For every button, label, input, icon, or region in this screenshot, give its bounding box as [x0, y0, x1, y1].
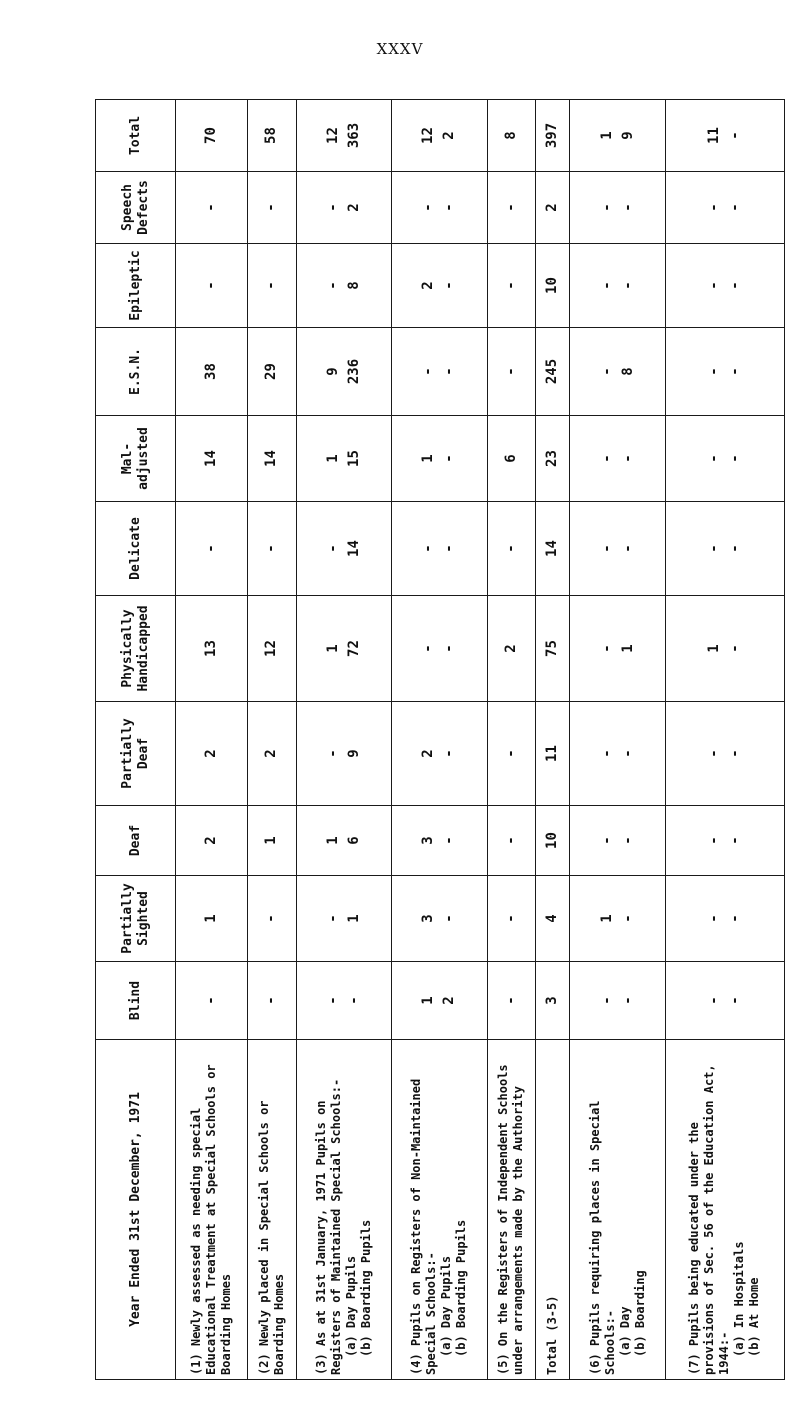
cell-value: - — [441, 281, 458, 290]
cell-value: - — [441, 454, 458, 463]
cell-value: 1 — [324, 644, 341, 653]
cell-value: - — [705, 996, 722, 1005]
row-label-text: (3) As at 31st January, 1971 Pupils on Registers of Maintained Special Schools:- — [313, 1078, 343, 1375]
cell-maladjusted — [296, 416, 391, 502]
table-row — [176, 100, 248, 1380]
cell-partially-deaf — [536, 702, 570, 806]
cell-epileptic — [536, 244, 570, 328]
cell-value: - — [705, 203, 722, 212]
cell-value: - — [726, 203, 743, 212]
row-label — [536, 1040, 570, 1380]
cell-value: - — [598, 367, 615, 376]
cell-value: - — [726, 544, 743, 553]
cell-blind — [487, 962, 536, 1040]
cell-value: 9 — [324, 367, 341, 376]
cell-value: - — [598, 281, 615, 290]
cell-epileptic — [665, 244, 784, 328]
cell-value: - — [441, 203, 458, 212]
row-label — [392, 1040, 487, 1380]
cell-physically-handicapped — [392, 596, 487, 702]
cell-deaf — [248, 806, 297, 876]
cell-maladjusted — [392, 416, 487, 502]
row-sublabel: (b) Boarding Pupils — [358, 1219, 373, 1357]
cell-value: - — [726, 281, 743, 290]
cell-esn — [536, 328, 570, 416]
cell-value: - — [263, 544, 280, 553]
cell-value: 10 — [544, 832, 561, 849]
row-sublabel: (a) Day Pupils — [343, 1255, 358, 1357]
cell-value: 12 — [420, 127, 437, 144]
cell-delicate — [536, 502, 570, 596]
cell-value: 3 — [544, 996, 561, 1005]
cell-value: - — [726, 749, 743, 758]
cell-maladjusted — [570, 416, 665, 502]
cell-value: - — [726, 454, 743, 463]
cell-value: - — [502, 836, 519, 845]
cell-delicate — [392, 502, 487, 596]
cell-value: - — [598, 836, 615, 845]
cell-value: - — [441, 914, 458, 923]
cell-total — [570, 100, 665, 172]
cell-esn — [296, 328, 391, 416]
row-label-text: (5) On the Registers of Independent Schools under arrangements made by the Authority — [496, 1064, 526, 1375]
cell-value: 2 — [345, 203, 362, 212]
cell-value: 1 — [345, 914, 362, 923]
cell-value: 12 — [324, 127, 341, 144]
cell-value: - — [619, 836, 636, 845]
cell-value: 29 — [263, 363, 280, 380]
cell-value: 14 — [203, 450, 219, 467]
row-sublabel: (a) Day — [617, 1306, 632, 1357]
cell-value: - — [726, 914, 743, 923]
cell-value: - — [705, 544, 722, 553]
cell-value: 363 — [345, 122, 362, 149]
table-row — [536, 100, 570, 1380]
cell-esn — [570, 328, 665, 416]
cell-value: - — [441, 367, 458, 376]
cell-blind — [665, 962, 784, 1040]
cell-value: - — [726, 836, 743, 845]
cell-speech-defects — [296, 172, 391, 244]
cell-value: 2 — [502, 644, 519, 653]
cell-partially-sighted — [296, 876, 391, 962]
cell-value: 12 — [263, 640, 280, 657]
cell-value: - — [502, 749, 519, 758]
header-total: Total — [96, 100, 176, 172]
cell-total — [536, 100, 570, 172]
cell-speech-defects — [487, 172, 536, 244]
cell-value: 1 — [420, 454, 437, 463]
cell-esn — [176, 328, 248, 416]
cell-value: 10 — [544, 277, 561, 294]
cell-value: - — [263, 281, 280, 290]
cell-value: - — [263, 203, 280, 212]
header-esn: E.S.N. — [96, 328, 176, 416]
header-row — [96, 100, 176, 1380]
page-number: XXXV — [376, 40, 424, 58]
cell-value: - — [705, 454, 722, 463]
cell-value: - — [705, 367, 722, 376]
cell-speech-defects — [392, 172, 487, 244]
cell-value: 1 — [420, 996, 437, 1005]
cell-value: 14 — [544, 540, 561, 557]
cell-value: 8 — [619, 367, 636, 376]
cell-esn — [665, 328, 784, 416]
row-label-text: (4) Pupils on Registers of Non-Maintained Special Schools:- — [409, 1078, 439, 1375]
cell-value: 1 — [324, 454, 341, 463]
table-row — [665, 100, 784, 1380]
cell-blind — [570, 962, 665, 1040]
cell-value: 397 — [544, 122, 561, 149]
cell-value: - — [203, 281, 219, 290]
header-delicate: Delicate — [96, 502, 176, 596]
cell-speech-defects — [248, 172, 297, 244]
cell-value: 9 — [619, 131, 636, 140]
cell-value: 23 — [544, 450, 561, 467]
cell-physically-handicapped — [487, 596, 536, 702]
cell-speech-defects — [665, 172, 784, 244]
cell-value: - — [598, 203, 615, 212]
cell-maladjusted — [176, 416, 248, 502]
row-sublabel: (a) In Hospitals — [732, 1241, 747, 1357]
cell-value: - — [619, 203, 636, 212]
cell-maladjusted — [665, 416, 784, 502]
cell-partially-deaf — [296, 702, 391, 806]
header-partially-deaf: Partially Deaf — [96, 702, 176, 806]
table-row — [392, 100, 487, 1380]
cell-deaf — [296, 806, 391, 876]
cell-value: - — [705, 914, 722, 923]
cell-value: - — [502, 996, 519, 1005]
cell-value: 6 — [345, 836, 362, 845]
cell-blind — [176, 962, 248, 1040]
cell-delicate — [296, 502, 391, 596]
row-label — [570, 1040, 665, 1380]
cell-value: 236 — [345, 358, 362, 385]
cell-value: 1 — [263, 836, 280, 845]
cell-value: - — [705, 749, 722, 758]
cell-value: 6 — [502, 454, 519, 463]
cell-value: - — [619, 454, 636, 463]
table-row — [487, 100, 536, 1380]
cell-value: 245 — [544, 358, 561, 385]
header-partially-sighted: Partially Sighted — [96, 876, 176, 962]
cell-value: - — [598, 644, 615, 653]
cell-partially-deaf — [570, 702, 665, 806]
cell-total — [392, 100, 487, 172]
cell-value: - — [619, 281, 636, 290]
cell-value: 1 — [619, 644, 636, 653]
row-sublabel: (b) Boarding — [632, 1270, 647, 1357]
cell-partially-deaf — [392, 702, 487, 806]
cell-epileptic — [487, 244, 536, 328]
cell-value: - — [420, 367, 437, 376]
cell-value: 72 — [345, 640, 362, 657]
cell-value: 58 — [263, 127, 280, 144]
header-year-ended: Year Ended 31st December, 1971 — [96, 1040, 176, 1380]
cell-partially-sighted — [176, 876, 248, 962]
row-label — [487, 1040, 536, 1380]
cell-delicate — [570, 502, 665, 596]
cell-value: 1 — [705, 644, 722, 653]
cell-speech-defects — [176, 172, 248, 244]
cell-value: - — [502, 544, 519, 553]
cell-value: - — [726, 996, 743, 1005]
header-speech-defects: Speech Defects — [96, 172, 176, 244]
cell-physically-handicapped — [536, 596, 570, 702]
cell-value: - — [324, 281, 341, 290]
row-label — [665, 1040, 784, 1380]
cell-total — [176, 100, 248, 172]
cell-partially-sighted — [487, 876, 536, 962]
special-education-table — [95, 99, 785, 1380]
row-sublabel: (b) Boarding Pupils — [454, 1219, 469, 1357]
header-blind: Blind — [96, 962, 176, 1040]
cell-value: 1 — [598, 914, 615, 923]
cell-value: - — [726, 644, 743, 653]
cell-blind — [248, 962, 297, 1040]
table-row — [248, 100, 297, 1380]
cell-speech-defects — [536, 172, 570, 244]
cell-value: - — [598, 544, 615, 553]
cell-physically-handicapped — [570, 596, 665, 702]
cell-deaf — [536, 806, 570, 876]
cell-partially-sighted — [665, 876, 784, 962]
cell-total — [248, 100, 297, 172]
cell-esn — [487, 328, 536, 416]
cell-esn — [248, 328, 297, 416]
table-body — [176, 100, 785, 1380]
cell-maladjusted — [487, 416, 536, 502]
header-maladjusted: Mal-adjusted — [96, 416, 176, 502]
cell-maladjusted — [248, 416, 297, 502]
cell-value: 13 — [203, 640, 219, 657]
cell-value: 38 — [203, 363, 219, 380]
cell-value: - — [324, 996, 341, 1005]
cell-value: - — [420, 644, 437, 653]
cell-delicate — [665, 502, 784, 596]
cell-speech-defects — [570, 172, 665, 244]
cell-value: - — [441, 544, 458, 553]
cell-partially-sighted — [392, 876, 487, 962]
cell-esn — [392, 328, 487, 416]
cell-blind — [392, 962, 487, 1040]
cell-value: 1 — [324, 836, 341, 845]
cell-value: 8 — [345, 281, 362, 290]
cell-total — [665, 100, 784, 172]
cell-partially-sighted — [248, 876, 297, 962]
cell-deaf — [570, 806, 665, 876]
table-row — [296, 100, 391, 1380]
cell-partially-deaf — [248, 702, 297, 806]
cell-blind — [296, 962, 391, 1040]
cell-value: 2 — [420, 749, 437, 758]
cell-blind — [536, 962, 570, 1040]
cell-physically-handicapped — [248, 596, 297, 702]
cell-epileptic — [392, 244, 487, 328]
cell-value: 3 — [420, 836, 437, 845]
cell-deaf — [487, 806, 536, 876]
cell-value: 70 — [203, 127, 219, 144]
rotated-table-wrapper — [95, 100, 785, 1380]
row-label — [176, 1040, 248, 1380]
cell-value: - — [263, 914, 280, 923]
cell-value: 2 — [203, 749, 219, 758]
cell-value: 14 — [263, 450, 280, 467]
cell-value: 2 — [420, 281, 437, 290]
cell-epileptic — [296, 244, 391, 328]
cell-value: - — [619, 996, 636, 1005]
table-row — [570, 100, 665, 1380]
cell-epileptic — [176, 244, 248, 328]
cell-epileptic — [570, 244, 665, 328]
row-label-text: (7) Pupils being educated under the provisions of Sec. 56 of the Education Act, 1944:- — [687, 1064, 732, 1375]
cell-value: 1 — [203, 914, 219, 923]
cell-value: 14 — [345, 540, 362, 557]
cell-partially-deaf — [176, 702, 248, 806]
cell-value: 2 — [441, 996, 458, 1005]
cell-value: - — [619, 914, 636, 923]
cell-value: - — [502, 914, 519, 923]
row-label — [248, 1040, 297, 1380]
cell-value: - — [705, 836, 722, 845]
cell-partially-deaf — [487, 702, 536, 806]
cell-value: - — [502, 281, 519, 290]
cell-value: - — [726, 131, 743, 140]
cell-value: - — [263, 996, 280, 1005]
cell-value: - — [598, 996, 615, 1005]
cell-value: - — [619, 749, 636, 758]
cell-value: - — [619, 544, 636, 553]
cell-deaf — [176, 806, 248, 876]
cell-value: 9 — [345, 749, 362, 758]
cell-value: 2 — [544, 203, 561, 212]
cell-value: - — [598, 454, 615, 463]
cell-value: - — [441, 749, 458, 758]
cell-physically-handicapped — [665, 596, 784, 702]
cell-delicate — [248, 502, 297, 596]
cell-value: - — [441, 644, 458, 653]
cell-epileptic — [248, 244, 297, 328]
cell-maladjusted — [536, 416, 570, 502]
cell-value: 11 — [705, 127, 722, 144]
cell-value: - — [441, 836, 458, 845]
cell-value: 2 — [203, 836, 219, 845]
cell-physically-handicapped — [176, 596, 248, 702]
header-epileptic: Epileptic — [96, 244, 176, 328]
cell-deaf — [665, 806, 784, 876]
cell-partially-sighted — [536, 876, 570, 962]
cell-delicate — [487, 502, 536, 596]
cell-total — [487, 100, 536, 172]
cell-value: 4 — [544, 914, 561, 923]
cell-value: - — [203, 203, 219, 212]
cell-value: 11 — [544, 745, 561, 762]
cell-value: - — [705, 281, 722, 290]
header-physically-handicapped: Physically Handicapped — [96, 596, 176, 702]
cell-value: - — [203, 996, 219, 1005]
cell-value: 3 — [420, 914, 437, 923]
cell-value: - — [324, 914, 341, 923]
row-label-text: Total (3-5) — [545, 1295, 560, 1375]
cell-value: - — [324, 749, 341, 758]
cell-value: 75 — [544, 640, 561, 657]
cell-value: 1 — [598, 131, 615, 140]
cell-delicate — [176, 502, 248, 596]
cell-value: - — [420, 203, 437, 212]
cell-value: 2 — [441, 131, 458, 140]
header-deaf: Deaf — [96, 806, 176, 876]
cell-value: - — [345, 996, 362, 1005]
row-label-text: (1) Newly assessed as needing special Educational Treatment at Special Schools or Boarding Homes — [189, 1064, 233, 1375]
cell-value: - — [502, 367, 519, 376]
cell-value: - — [726, 367, 743, 376]
cell-value: - — [324, 544, 341, 553]
row-sublabel: (a) Day Pupils — [439, 1255, 454, 1357]
row-label — [296, 1040, 391, 1380]
cell-value: 2 — [263, 749, 280, 758]
cell-value: 15 — [345, 450, 362, 467]
cell-physically-handicapped — [296, 596, 391, 702]
cell-partially-deaf — [665, 702, 784, 806]
cell-value: - — [324, 203, 341, 212]
cell-value: 8 — [502, 131, 519, 140]
cell-deaf — [392, 806, 487, 876]
cell-value: - — [203, 544, 219, 553]
row-label-text: (2) Newly placed in Special Schools or Boarding Homes — [256, 1100, 286, 1375]
cell-value: - — [598, 749, 615, 758]
row-label-text: (6) Pupils requiring places in Special Schools:- — [587, 1100, 617, 1375]
cell-partially-sighted — [570, 876, 665, 962]
cell-value: - — [420, 544, 437, 553]
cell-total — [296, 100, 391, 172]
row-sublabel: (b) At Home — [747, 1277, 762, 1357]
cell-value: - — [502, 203, 519, 212]
